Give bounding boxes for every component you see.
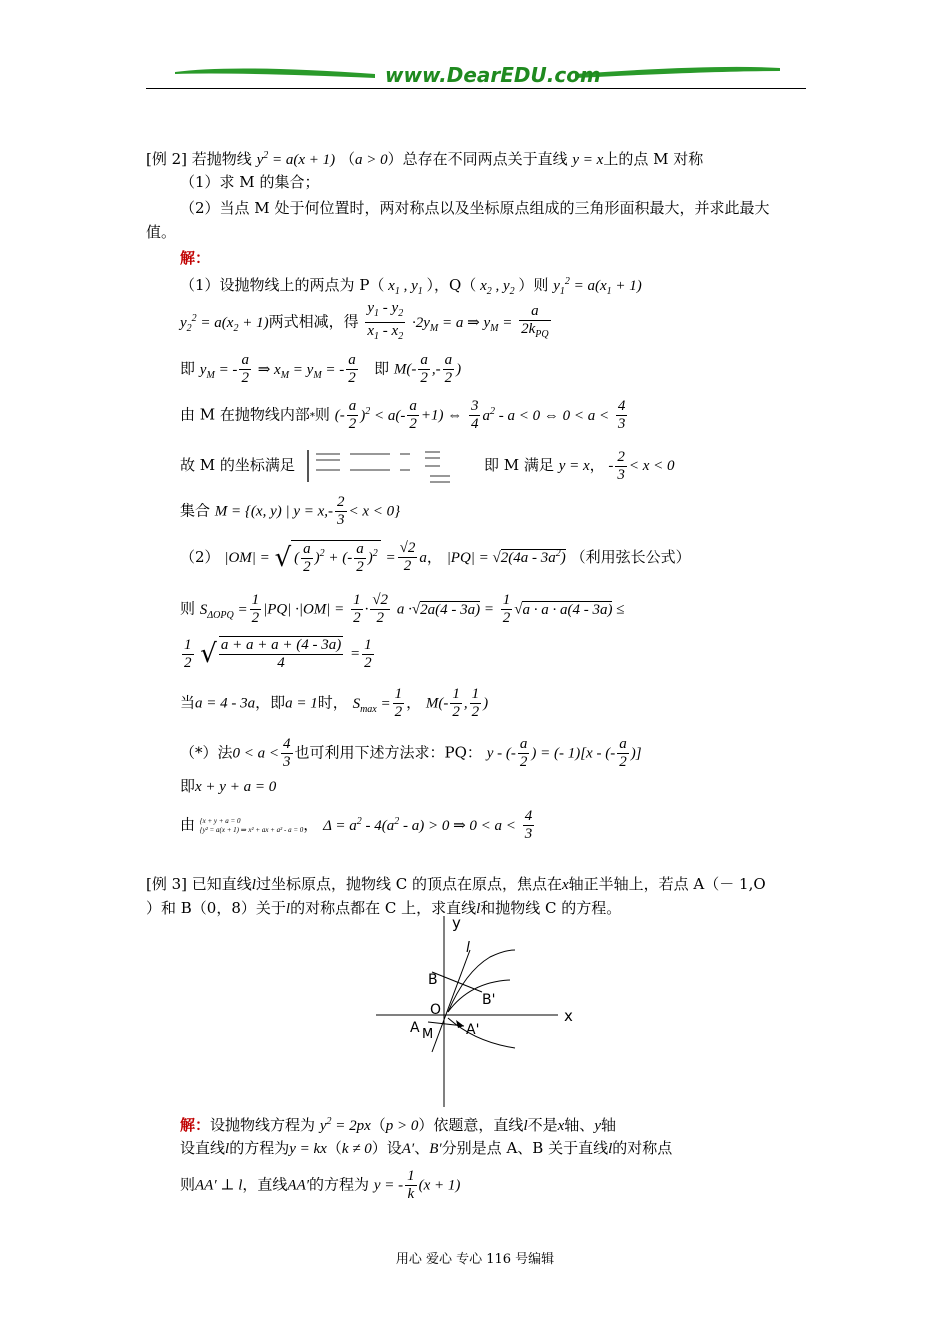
ex2-step11: （*）法0 < a < $\frac{4}{3}$ 也可利用下述方法求：PQ： y - (- $\frac{a}{2}$ ) = (- 1)[x - (- $\frac{a}{2}$ )]: [180, 736, 642, 770]
ex2-step1: （1）设抛物线上的两点为 P（ $x_1$ , $y_1$ ），Q（ $x_2$ , $y_2$ ）则 $y_1^2 = a(x_1 + 1)$: [180, 276, 642, 297]
segment-BB: [432, 972, 482, 992]
ex3-step2: 设直线l的方程为y = kx（k ≠ 0）设A′、B′分别是点 A、B 关于直线l的对称点: [180, 1139, 673, 1157]
logo-swoosh: [175, 62, 795, 88]
ex3-line2: ）和 B（0，8）关于l的对称点都在 C 上，求直线l和抛物线 C 的方程。: [146, 899, 622, 917]
ex2-step13: 由 {x + y + a = 0 {y² = a(x + 1) ⇒ x² + ax + a² - a = 0， $\Delta = a^2 - 4(a^2 - a) > 0$ ⇒ 0 < a < $\frac{4}{3}$: [180, 808, 533, 842]
figure-svg: [370, 912, 590, 1112]
ex2-step9: $\frac{1}{2}$ √ $\frac{a + a + a + (4 - 3a)}{4}$ = $\frac{1}{2}$: [184, 636, 372, 671]
point-Ap-label: A': [466, 1022, 480, 1038]
ex2-step7: （2） |OM| = √ ( $\frac{a}{2}$ )$^2$ + (- $\frac{a}{2}$ )$^2$ = $\frac{√2}{2}$ a， $|PQ| = √2(4a - 3a^2)$ （利用弦长公式）: [180, 540, 691, 575]
point-A-label: A: [410, 1020, 420, 1036]
ex2-q1: （1）求 M 的集合；: [180, 173, 320, 191]
ex2-q2b: 值。: [146, 223, 177, 241]
ex2-q2a: （2）当点 M 处于何位置时，两对称点以及坐标原点组成的三角形面积最大，并求此最大: [180, 199, 770, 217]
ex2-step10: 当a = 4 - 3a，即a = 1时， $S_{max}$ = $\frac{1}{2}$ ， M(- $\frac{1}{2}$ , $\frac{1}{2}$ ): [180, 686, 489, 720]
ex3-step1: 解：设抛物线方程为 $y^2 = 2px(p > 0)$依题意，直线l不是x轴、y轴: [180, 1116, 616, 1134]
header-rule: [146, 88, 806, 89]
arrow-head: [456, 1020, 464, 1028]
point-M-label: M: [422, 1027, 434, 1042]
blurred-system-image: [300, 446, 470, 486]
ex2-step3: 即 $y_M$ = - $\frac{a}{2}$ ⇒ $x_M = y_M$ = - $\frac{a}{2}$ 即 M(- $\frac{a}{2}$ ,- $\frac{a}{2}$ ): [180, 352, 462, 386]
line-l: [432, 950, 470, 1052]
point-O-label: O: [430, 1002, 442, 1018]
ex2-step6: 集合 M = {(x, y) | y = x,- $\frac{2}{3}$ < x < 0}: [180, 494, 401, 528]
page-footer: 用心 爱心 专心 116 号编辑: [395, 1252, 555, 1267]
y-axis-label: y: [452, 914, 461, 932]
ex2-step5: 故 M 的坐标满足 即 M 满足 y = x， - $\frac{2}{3}$ < x < 0: [180, 446, 675, 486]
x-axis-label: x: [564, 1007, 573, 1025]
ex2-step2: $y_2^2 = a(x_2 + 1)$两式相减，得 $\frac{y_1 - y_2}{x_1 - x_2}$ $\cdot 2y_M = a$ ⇒ $y_M$ = $\frac{a}{2k_{PQ}}$: [180, 300, 549, 342]
point-Bp-label: B': [482, 992, 496, 1008]
site-name: www.DearEDU.com: [385, 63, 601, 87]
ex2-step4: 由 M 在抛物线内部*则 (- $\frac{a}{2}$ )$^2$ < a(- $\frac{a}{2}$ +1) ⇔ $\frac{3}{4}$ $a^2 - a < 0$ ⇔ 0 < a < $\frac{4}{3}$: [180, 398, 626, 432]
ex2-title: [例 2] 若抛物线 $y^2 = a(x + 1) (a > 0)$总存在不同两点关于直线 y = x上的点 M 对称: [146, 150, 704, 168]
figure: [370, 912, 590, 1116]
line-l-label: l: [466, 940, 470, 956]
point-B-label: B: [428, 972, 438, 988]
ex2-step12: 即x + y + a = 0: [180, 777, 277, 795]
ex2-jie: 解：: [180, 249, 211, 267]
ex2-step8: 则 $S_{\Delta OPQ}$ = $\frac{1}{2}$ |PQ| ·|OM| = $\frac{1}{2}$ · $\frac{√2}{2}$ a ·√2a(4 - 3a) = $\frac{1}{2}$ √a · a · a(4 - 3a) ≤: [180, 592, 625, 626]
ex3-line1: [例 3] 已知直线l过坐标原点，抛物线 C 的顶点在原点，焦点在x轴正半轴上，若点 A（－ 1,O: [146, 875, 766, 893]
ex3-step3: 则AA′ ⊥ l，直线AA′的方程为 y = - $\frac{1}{k}$ (x + 1): [180, 1168, 461, 1202]
